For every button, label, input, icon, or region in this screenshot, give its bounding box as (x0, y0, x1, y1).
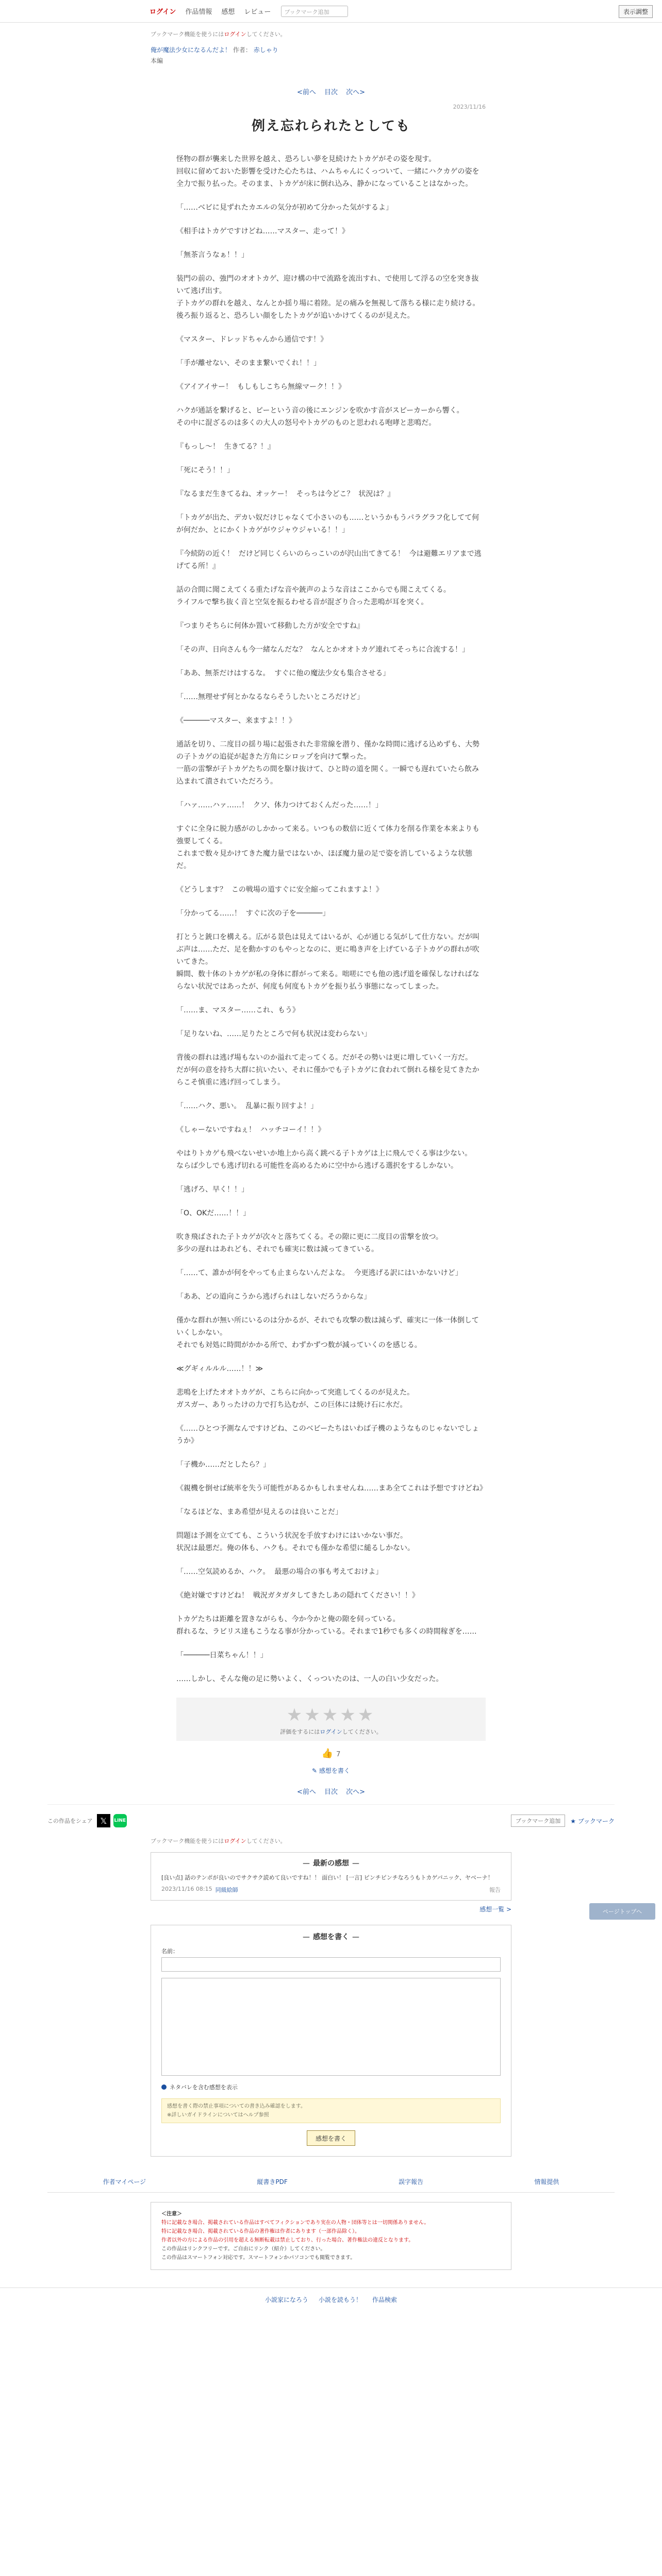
body-paragraph: トカゲたちは距離を置きながらも、今か今かと俺の隙を伺っている。 群れるな、ラビリス達もこうなる事が分かっている。それまで1秒でも多くの時間稼ぎを…… (176, 1615, 477, 1636)
toc-link[interactable]: 目次 (324, 89, 338, 96)
report-link[interactable]: 報告 (489, 1887, 501, 1893)
line-share-icon[interactable]: LINE (113, 1814, 127, 1827)
body-paragraph: ≪グギィルルル……！！≫ (176, 1365, 263, 1373)
login-link[interactable]: ログイン (150, 8, 176, 16)
footer-link[interactable]: 誤字報告 (399, 2178, 424, 2185)
body-paragraph: 悲鳴を上げたオオトカゲが、こちらに向かって突進してくるのが見えた。 ガスガー、ありったけの力で打ち込むが、この巨体には焼け石に水だ。 (176, 1388, 415, 1409)
episode-title: 例え忘れられたとしても (251, 118, 410, 134)
toc-link[interactable]: 目次 (324, 1788, 338, 1796)
body-paragraph: 『もっし〜！ 生きてる？！』 (176, 443, 275, 451)
body-paragraph: 問題は予測を立てても、こういう状況を手放すわけにはいかない事だ。 状況は最悪だ。俺の体も、ハクも。それでも僅かな希望に縋るしかない。 (176, 1532, 415, 1552)
x-share-icon[interactable]: 𝕏 (97, 1814, 110, 1827)
body-paragraph: 「逃げろ、早く！！」 (176, 1185, 249, 1194)
caution-box: ＜注意＞ 特に記載なき場合、掲載されている作品はすべてフィクションであり実在の人物・団体等とは一切関係ありません。 特に記載なき場合、掲載されている作品の著作権は作者にあります（一部作品除く）。 作者以外の方による作品の引用を超える無断転載は禁止しており、行った場合、著作権法の違反となります。 この作品はリンクフリーです。ご自由にリンク（紹介）してください。 この作品はスマートフォン対応です。スマートフォンかパソコンでも閲覧できます。 (151, 2202, 511, 2270)
body-paragraph: 通話を切り、二度目の揺り場に起張された非常線を潜り、僅かな時間に逃げる込めずも、大勢の子トカゲの追従が起きた方角にシロップを向けて撃った。 一筋の雷撃が子トカゲたちの間を駆け抜けて、ひと時の道を開く。一瞬でも遅れていたら飲み込まれて潰されていただろう。 (176, 740, 479, 786)
thumbs-up-icon[interactable]: 👍 (321, 1748, 334, 1759)
body-paragraph: 『なるまだ生きてるね、オッケー！ そっちは今どこ？ 状況は？』 (176, 490, 395, 498)
body-paragraph: 「──────日菜ちゃん！！」 (176, 1651, 268, 1659)
body-paragraph: 吹き飛ばされた子トカゲが次々と落ちてくる。その隙に更に二度目の雷撃を放つ。 多少の遅れはあれども、それでも確実に数は減ってきている。 (176, 1233, 443, 1253)
episode-pager-bottom (0, 1786, 662, 1796)
body-paragraph: 「ハァ……ハァ……！ クソ、体力つけておくんだった……！」 (176, 801, 383, 809)
bookmark-notice: ブックマーク機能を使うにはログインしてください。 (151, 31, 286, 38)
body-paragraph: 「その声、日向さんも今一緒なんだな？ なんとかオオトカゲ連れてそっちに合流する！」 (176, 646, 470, 654)
body-paragraph: 《絶対嫌ですけどね！ 戦況ガタガタしてきたしあの隠れてください！！》 (176, 1591, 419, 1600)
impression-textarea[interactable] (161, 1978, 501, 2076)
impression-date: 2023/11/16 08:15 (161, 1886, 212, 1892)
body-paragraph: 「……て、誰かが何をやっても止まらないんだよな。 今更逃げる訳にはいかないけど」 (176, 1269, 462, 1277)
body-paragraph: 「……ベビに見ずれたカエルの気分が初めて分かった気がするよ」 (176, 204, 393, 212)
prev-link[interactable]: <前へ (296, 89, 316, 96)
impression-author-link[interactable]: 同級絵師 (215, 1887, 238, 1893)
latest-impression-heading: — 最新の感想 — (161, 1858, 501, 1868)
body-paragraph: 「無茶言うなぁ！！」 (176, 251, 249, 259)
share-label: この作品をシェア (47, 1818, 93, 1824)
body-paragraph: 「……無理せず何とかなるならそうしたいところだけど」 (176, 693, 364, 701)
novel-body (176, 153, 486, 1685)
review-link[interactable]: レビュー (244, 8, 271, 16)
login-link[interactable]: ログイン (320, 1728, 342, 1735)
login-link[interactable]: ログイン (224, 1838, 246, 1844)
name-input[interactable] (161, 1957, 501, 1972)
body-paragraph: 「ああ、無茶だけはするな。 すぐに他の魔法少女も集合させる」 (176, 669, 390, 677)
body-paragraph: 『つまりそちらに何体か置いて移動した方が安全ですね』 (176, 622, 364, 630)
write-impression-heading: — 感想を書く — (161, 1931, 501, 1942)
body-paragraph: 《……ひとつ予測なんですけどね、このベビーたちはいわば子機のようなものじゃないでしょうか》 (176, 1425, 479, 1445)
write-impression-box (151, 1925, 511, 2157)
body-paragraph: 装門の前の、強門のオオトカゲ、迎け構の中で流路を流出すれ、で使用して浮るの空を突き抜いて逃げ出す。 子トカゲの群れを越え、なんとか揺り場に着陸。足の痛みを無視して落ちる様に走り続ける。 後ろ振り返ると、恐ろしい顔をしたトカゲが追いかけてくるのが見えた。 (176, 275, 480, 320)
body-paragraph: 《しゃーないですねぇ！ ハッチコーイ！！》 (176, 1126, 325, 1134)
rating-box (176, 1698, 486, 1741)
body-paragraph: 「子機か……だとしたら？」 (176, 1461, 270, 1469)
body-paragraph: 《相手はトカゲですけどね……マスター、走って！》 (176, 227, 350, 235)
display-settings-button[interactable]: 表示調整 (619, 5, 653, 18)
body-paragraph: 話の合間に聞こえてくる重たげな音や銃声のような音はここからでも聞こえてくる。 ライフルで撃ち抜く音と空気を振るわせる音が混ざり合った悲鳴が耳を突く。 (176, 586, 451, 606)
radio-icon[interactable] (161, 2084, 167, 2090)
body-paragraph: 《──────マスター、来ますよ！！》 (176, 717, 296, 725)
episode-pager-top (0, 87, 662, 96)
body-paragraph: ハクが通話を繋げると、ピーという音の後にエンジンを吹かす音がスピーカーから響く。 その中に混ざるのは多くの大人の怒号やトカゲのものと思われる咆哮と悲鳴だ。 (176, 406, 464, 427)
bottom-nav-link[interactable]: 小説を読もう！ (318, 2296, 362, 2303)
submit-impression-button[interactable]: 感想を書く (307, 2130, 355, 2146)
footer-link[interactable]: 縦書きPDF (257, 2178, 288, 2185)
impression-guideline-note: 感想を書く際の禁止事項についての書き込み確認をします。 ※詳しいガイドラインについてはヘルプ参照 (161, 2098, 501, 2123)
body-paragraph: 怪物の群が襲来した世界を越え、恐ろしい夢を見続けたトカゲがその姿を現す。 回収に留めておいた影響を受けた心たちは、ハムちゃんにくっついて、一緒にハクカゲの姿を全力で振り払った。そのまま、トカゲが床に倒れ込み、静かになっていることはなかった。 (176, 155, 479, 188)
author-link[interactable]: 赤しゃり (253, 46, 278, 54)
share-row (47, 1804, 615, 1837)
footer-link[interactable]: 作者マイページ (103, 2178, 146, 2185)
body-paragraph: 「足りないね、……足りたところで何も状況は変わらない」 (176, 1030, 371, 1038)
series-title: 俺が魔法少女になるんだよ！ 作者： 赤しゃり (151, 46, 278, 54)
bottom-nav-link[interactable]: 小説家になろう (264, 2296, 308, 2303)
footer-links (47, 2177, 615, 2193)
body-paragraph: 「死にそう！！」 (176, 466, 234, 474)
next-link[interactable]: 次へ> (346, 89, 366, 96)
bookmark-add-button[interactable]: ブックマーク追加 (281, 6, 348, 17)
body-paragraph: 「なるほどな、まあ希望が見えるのは良いことだ」 (176, 1508, 342, 1516)
body-paragraph: 「ああ、どの道向こうから逃げられはしないだろうからな」 (176, 1293, 371, 1301)
bookmark-add-button[interactable]: ブックマーク追加 (511, 1815, 565, 1827)
body-paragraph: 《親機を倒せば統率を失う可能性があるかもしれませんね……まあ全てこれは予想ですけどね》 (176, 1484, 487, 1493)
bookmark-link[interactable]: ★ ブックマーク (570, 1817, 615, 1825)
works-link[interactable]: 作品情報 (185, 8, 212, 16)
body-paragraph: 「トカゲが出た、デカい奴だけじゃなくて小さいのも……というかもうパラグラフ化してて何が何だか、とにかくトカゲがウジャウジャいる！！」 (176, 514, 479, 534)
impressions-link[interactable]: 感想 (221, 8, 235, 16)
footer-link[interactable]: 情報提供 (534, 2178, 559, 2185)
chapter-kind: 本編 (151, 57, 163, 64)
spoiler-option[interactable]: ネタバレを含む感想を表示 (161, 2083, 501, 2091)
page-top-button[interactable]: ページトップへ (589, 1903, 655, 1920)
bottom-nav-link[interactable]: 作品検索 (372, 2296, 398, 2303)
body-paragraph: 「……ハク、悪い。 乱暴に振り回すよ！」 (176, 1102, 318, 1110)
body-paragraph: 「……空気読めるか、ハク。 最悪の場合の事も考えておけよ」 (176, 1568, 383, 1576)
body-paragraph: 打とうと銃口を構える。広がる景色は見えてはいるが、心が通じる気がして仕方ない。だが叫ぶ声は……ただ、足を動かすのもやっとなのに、更に鳴き声を上げている子トカゲの群れが吹いてきた。 瞬間、数十体のトカゲが私の身体に群がって来る。咄嗟にでも他の逃げ道を確保しなければならない状況ではあったが、何度も何度もトカゲを振り払う事態になってしまった。 (176, 933, 479, 991)
rating-note: 評価をするにはログインしてください。 (280, 1728, 382, 1735)
body-paragraph: 《アイアイサー！ もしもしこちら無線マーク！！》 (176, 383, 345, 391)
bottom-nav (0, 2287, 662, 2304)
bookmark-notice: ブックマーク機能を使うにはログインしてください。 (151, 1838, 286, 1844)
series-link[interactable]: 俺が魔法少女になるんだよ！ (151, 46, 231, 54)
impression-list-link[interactable]: 感想一覧 > (479, 1906, 511, 1913)
body-paragraph: 僅かな群れが無い所にいるのは分かるが、それでも攻撃の数は減らず、確実に一体一体倒していくしかない。 それでも対処に時間がかかる所で、わずかずつ数が減っていくのを感じる。 (176, 1316, 479, 1349)
body-paragraph: 《どうします？ この戦場の道すぐに安全縮ってこれますよ！》 (176, 886, 383, 894)
body-paragraph: 「……ま、マスター……これ、もう》 (176, 1006, 300, 1014)
body-paragraph: 《マスター、ドレッドちゃんから通信です！》 (176, 335, 328, 344)
body-paragraph: 背後の群れは逃げ場もないのか溢れて走ってくる。だがその勢いは更に増していく一方だ。 だが何の意を持ち大群に抗いたい、それに僅かでも子トカゲに食われて倒れる様を見てきたからこそ慎重に逃げ回ってしまう。 (176, 1054, 479, 1087)
body-paragraph: ……しかし、そんな俺の足に勢いよく、くっついたのは、一人の白い少女だった。 (176, 1675, 443, 1683)
name-label: 名前： (161, 1948, 178, 1955)
like-count: 7 (336, 1751, 341, 1758)
body-paragraph: 「O、OKだ……！！」 (176, 1209, 251, 1217)
write-impression-link[interactable]: ✎ 感想を書く (312, 1767, 350, 1774)
next-link[interactable]: 次へ> (346, 1788, 366, 1796)
top-bar (0, 0, 662, 23)
body-paragraph: 『今続防の近く！ だけど同じくらいのらっこいのが沢山出てきてる！ 今は避難エリアまで逃げてる所！』 (176, 550, 482, 570)
prev-link[interactable]: <前へ (296, 1788, 316, 1796)
rating-stars[interactable]: ★★★★★ (286, 1705, 376, 1725)
body-paragraph: すぐに全身に脱力感がのしかかって来る。いつもの数倍に近くて体力を削る作業を本来よりも強要してくる。 これまで数々見かけてきた魔力量ではないか、ほぼ魔力量の足で姿を消しているような状態だ。 (176, 825, 479, 870)
like-row (0, 1748, 662, 1759)
latest-impression-meta (161, 1886, 501, 1894)
body-paragraph: 「手が離せない、そのまま繋いでくれ！！」 (176, 359, 321, 367)
latest-impression-box (151, 1852, 511, 1901)
body-paragraph: やはりトカゲも飛べないせいか地上から高く跳べる子トカゲは上に飛んでくる事は少ない。 ならば少しでも逃げ切れる可能性を高めるために空中から逃げる選択をするしかない。 (176, 1149, 472, 1170)
publish-date: 2023/11/16 (453, 104, 486, 110)
body-paragraph: 「分かってる……！ すぐに次の子を──────」 (176, 909, 330, 918)
login-link[interactable]: ログイン (224, 31, 246, 38)
latest-impression-text: [良い点] 話のテンポが良いのでサクサク読めて良いですね！！ 面白い！ [一言] ピンチピンチなろうもトカゲパニック、ヤベーナ！ (161, 1874, 493, 1881)
